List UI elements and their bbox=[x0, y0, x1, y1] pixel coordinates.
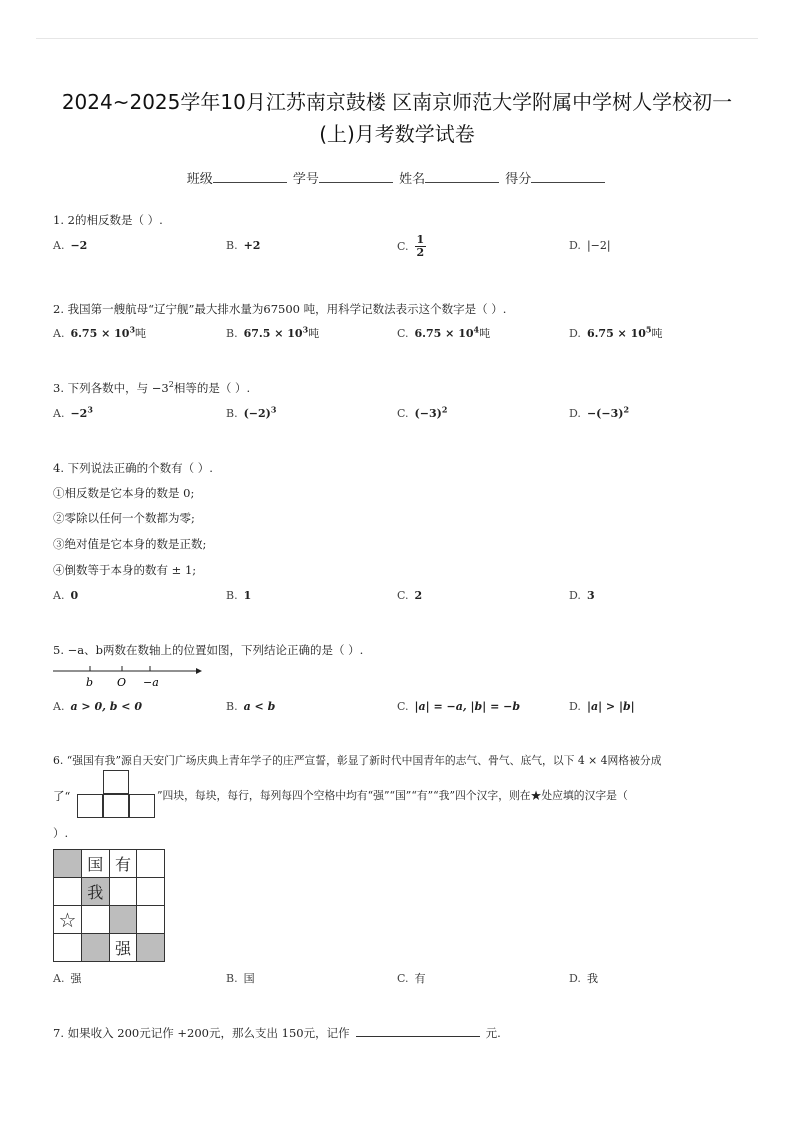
grid-cell bbox=[137, 850, 165, 878]
id-label: 学号 bbox=[292, 172, 319, 187]
number-line-arrow bbox=[196, 668, 202, 674]
option-label: D. bbox=[569, 239, 581, 252]
fraction-one-half: $\frac{1}{2}$ bbox=[416, 233, 425, 259]
question-5-option-d[interactable]: D. |a| > |b| bbox=[569, 700, 635, 713]
statement-4: ④倒数等于本身的数有 ± 1; bbox=[53, 563, 197, 577]
name-field[interactable] bbox=[425, 170, 499, 183]
grid-cell bbox=[54, 850, 82, 878]
question-5-option-b[interactable]: B. a < b bbox=[226, 700, 276, 713]
question-5-text: 5. −a、b两数在数轴上的位置如图，下列结论正确的是（ ）. bbox=[53, 643, 364, 657]
question-1-text: 1. 2的相反数是（ ）. bbox=[53, 213, 163, 227]
grid-cell-wo: 我 bbox=[81, 878, 109, 906]
question-6-text-line-1: 6. “强国有我”源自天安门广场庆典上青年学子的庄严宣誓，彰显了新时代中国青年的志气、骨气、底气，以下 4 × 4网格被分成 bbox=[53, 754, 662, 767]
question-3-text: 3. 下列各数中，与 $-3^2$相等的是（ ）. bbox=[53, 380, 251, 395]
question-1-option-a[interactable]: A. −2 bbox=[53, 239, 88, 252]
grid-cell-qiang: 强 bbox=[109, 934, 137, 962]
grid-cell bbox=[137, 906, 165, 934]
question-3-option-c[interactable]: C. $(-3)^2$ bbox=[397, 404, 448, 420]
question-6-option-a[interactable]: A. 强 bbox=[53, 972, 82, 985]
question-5-option-c[interactable]: C. |a| = −a, |b| = −b bbox=[397, 700, 521, 713]
question-4-option-a[interactable]: A. 0 bbox=[53, 589, 79, 602]
label-b: b bbox=[86, 676, 94, 689]
label-neg-a: −a bbox=[143, 676, 159, 689]
page-title bbox=[30, 86, 764, 150]
header-divider bbox=[36, 38, 758, 39]
grid-cell bbox=[137, 934, 165, 962]
star-icon: ☆ bbox=[54, 906, 82, 934]
question-2-option-d[interactable]: D. $6.75 \times 10^5$吨 bbox=[569, 324, 663, 340]
title-line-1: 2024~2025学年10月江苏南京鼓楼 区南京师范大学附属中学树人学校初一 bbox=[61, 90, 733, 114]
grid-cell bbox=[54, 878, 82, 906]
statement-1: ①相反数是它本身的数是 0; bbox=[53, 486, 195, 500]
grid-cell bbox=[54, 934, 82, 962]
grid-cell bbox=[137, 878, 165, 906]
question-6-option-c[interactable]: C. 有 bbox=[397, 972, 426, 985]
grid-cell-you: 有 bbox=[109, 850, 137, 878]
question-7-text: 7. 如果收入 200元记作 +200元，那么支出 150元，记作 元. bbox=[53, 1026, 501, 1040]
question-2-option-a[interactable]: A. $6.75 \times 10^3$吨 bbox=[53, 324, 147, 340]
score-field[interactable] bbox=[531, 170, 605, 183]
question-6-text-line-2-pre: 了“ bbox=[53, 789, 71, 803]
grid-cell bbox=[109, 906, 137, 934]
question-1-option-b[interactable]: B. +2 bbox=[226, 239, 261, 252]
question-5-option-a[interactable]: A. a > 0, b < 0 bbox=[53, 700, 142, 713]
id-field[interactable] bbox=[319, 170, 393, 183]
label-origin: O bbox=[117, 676, 127, 689]
question-4-text: 4. 下列说法正确的个数有（ ）. bbox=[53, 461, 213, 475]
question-4-option-b[interactable]: B. 1 bbox=[226, 589, 252, 602]
class-field[interactable] bbox=[213, 170, 287, 183]
question-2-text: 2. 我国第一艘航母“辽宁舰”最大排水量为67500 吨，用科学记数法表示这个数字是（ ）. bbox=[53, 302, 507, 316]
question-6-option-d[interactable]: D. 我 bbox=[569, 972, 598, 985]
question-1-option-d[interactable]: D. |−2| bbox=[569, 239, 611, 252]
question-3-option-d[interactable]: D. $-(-3)^2$ bbox=[569, 404, 630, 420]
question-2-option-b[interactable]: B. $67.5 \times 10^3$吨 bbox=[226, 324, 320, 340]
title-line-2: (上)月考数学试卷 bbox=[319, 122, 475, 146]
grid-cell-guo: 国 bbox=[81, 850, 109, 878]
option-label: C. bbox=[397, 239, 409, 253]
question-3-option-b[interactable]: B. $(-2)^3$ bbox=[226, 404, 277, 420]
name-label: 姓名 bbox=[399, 172, 426, 187]
question-3-option-a[interactable]: A. $-2^3$ bbox=[53, 404, 93, 420]
answer-blank[interactable] bbox=[356, 1025, 480, 1037]
statement-3: ③绝对值是它本身的数是正数; bbox=[53, 537, 207, 551]
tetromino-shape-figure bbox=[77, 770, 157, 822]
question-4-option-c[interactable]: C. 2 bbox=[397, 589, 423, 602]
question-6-text-line-2-post: ”四块，每块，每行，每列每四个空格中均有“强”“国”“有”“我”四个汉字，则在★处应填的汉字是（ bbox=[157, 789, 628, 802]
grid-cell bbox=[109, 878, 137, 906]
question-6-text-line-3: ）. bbox=[53, 826, 69, 840]
statement-2: ②零除以任何一个数都为零; bbox=[53, 511, 195, 525]
option-label: B. bbox=[226, 239, 238, 252]
question-4-option-d[interactable]: D. 3 bbox=[569, 589, 595, 602]
question-1-option-c[interactable] bbox=[397, 234, 426, 259]
class-label: 班级 bbox=[186, 172, 213, 187]
grid-4x4 bbox=[53, 849, 165, 962]
grid-cell bbox=[81, 906, 109, 934]
option-label: A. bbox=[53, 239, 65, 252]
question-6-option-b[interactable]: B. 国 bbox=[226, 972, 255, 985]
grid-cell bbox=[81, 934, 109, 962]
score-label: 得分 bbox=[505, 172, 532, 187]
number-line-figure bbox=[50, 662, 210, 692]
question-2-option-c[interactable]: C. $6.75 \times 10^4$吨 bbox=[397, 324, 491, 340]
student-info-row bbox=[0, 168, 794, 187]
